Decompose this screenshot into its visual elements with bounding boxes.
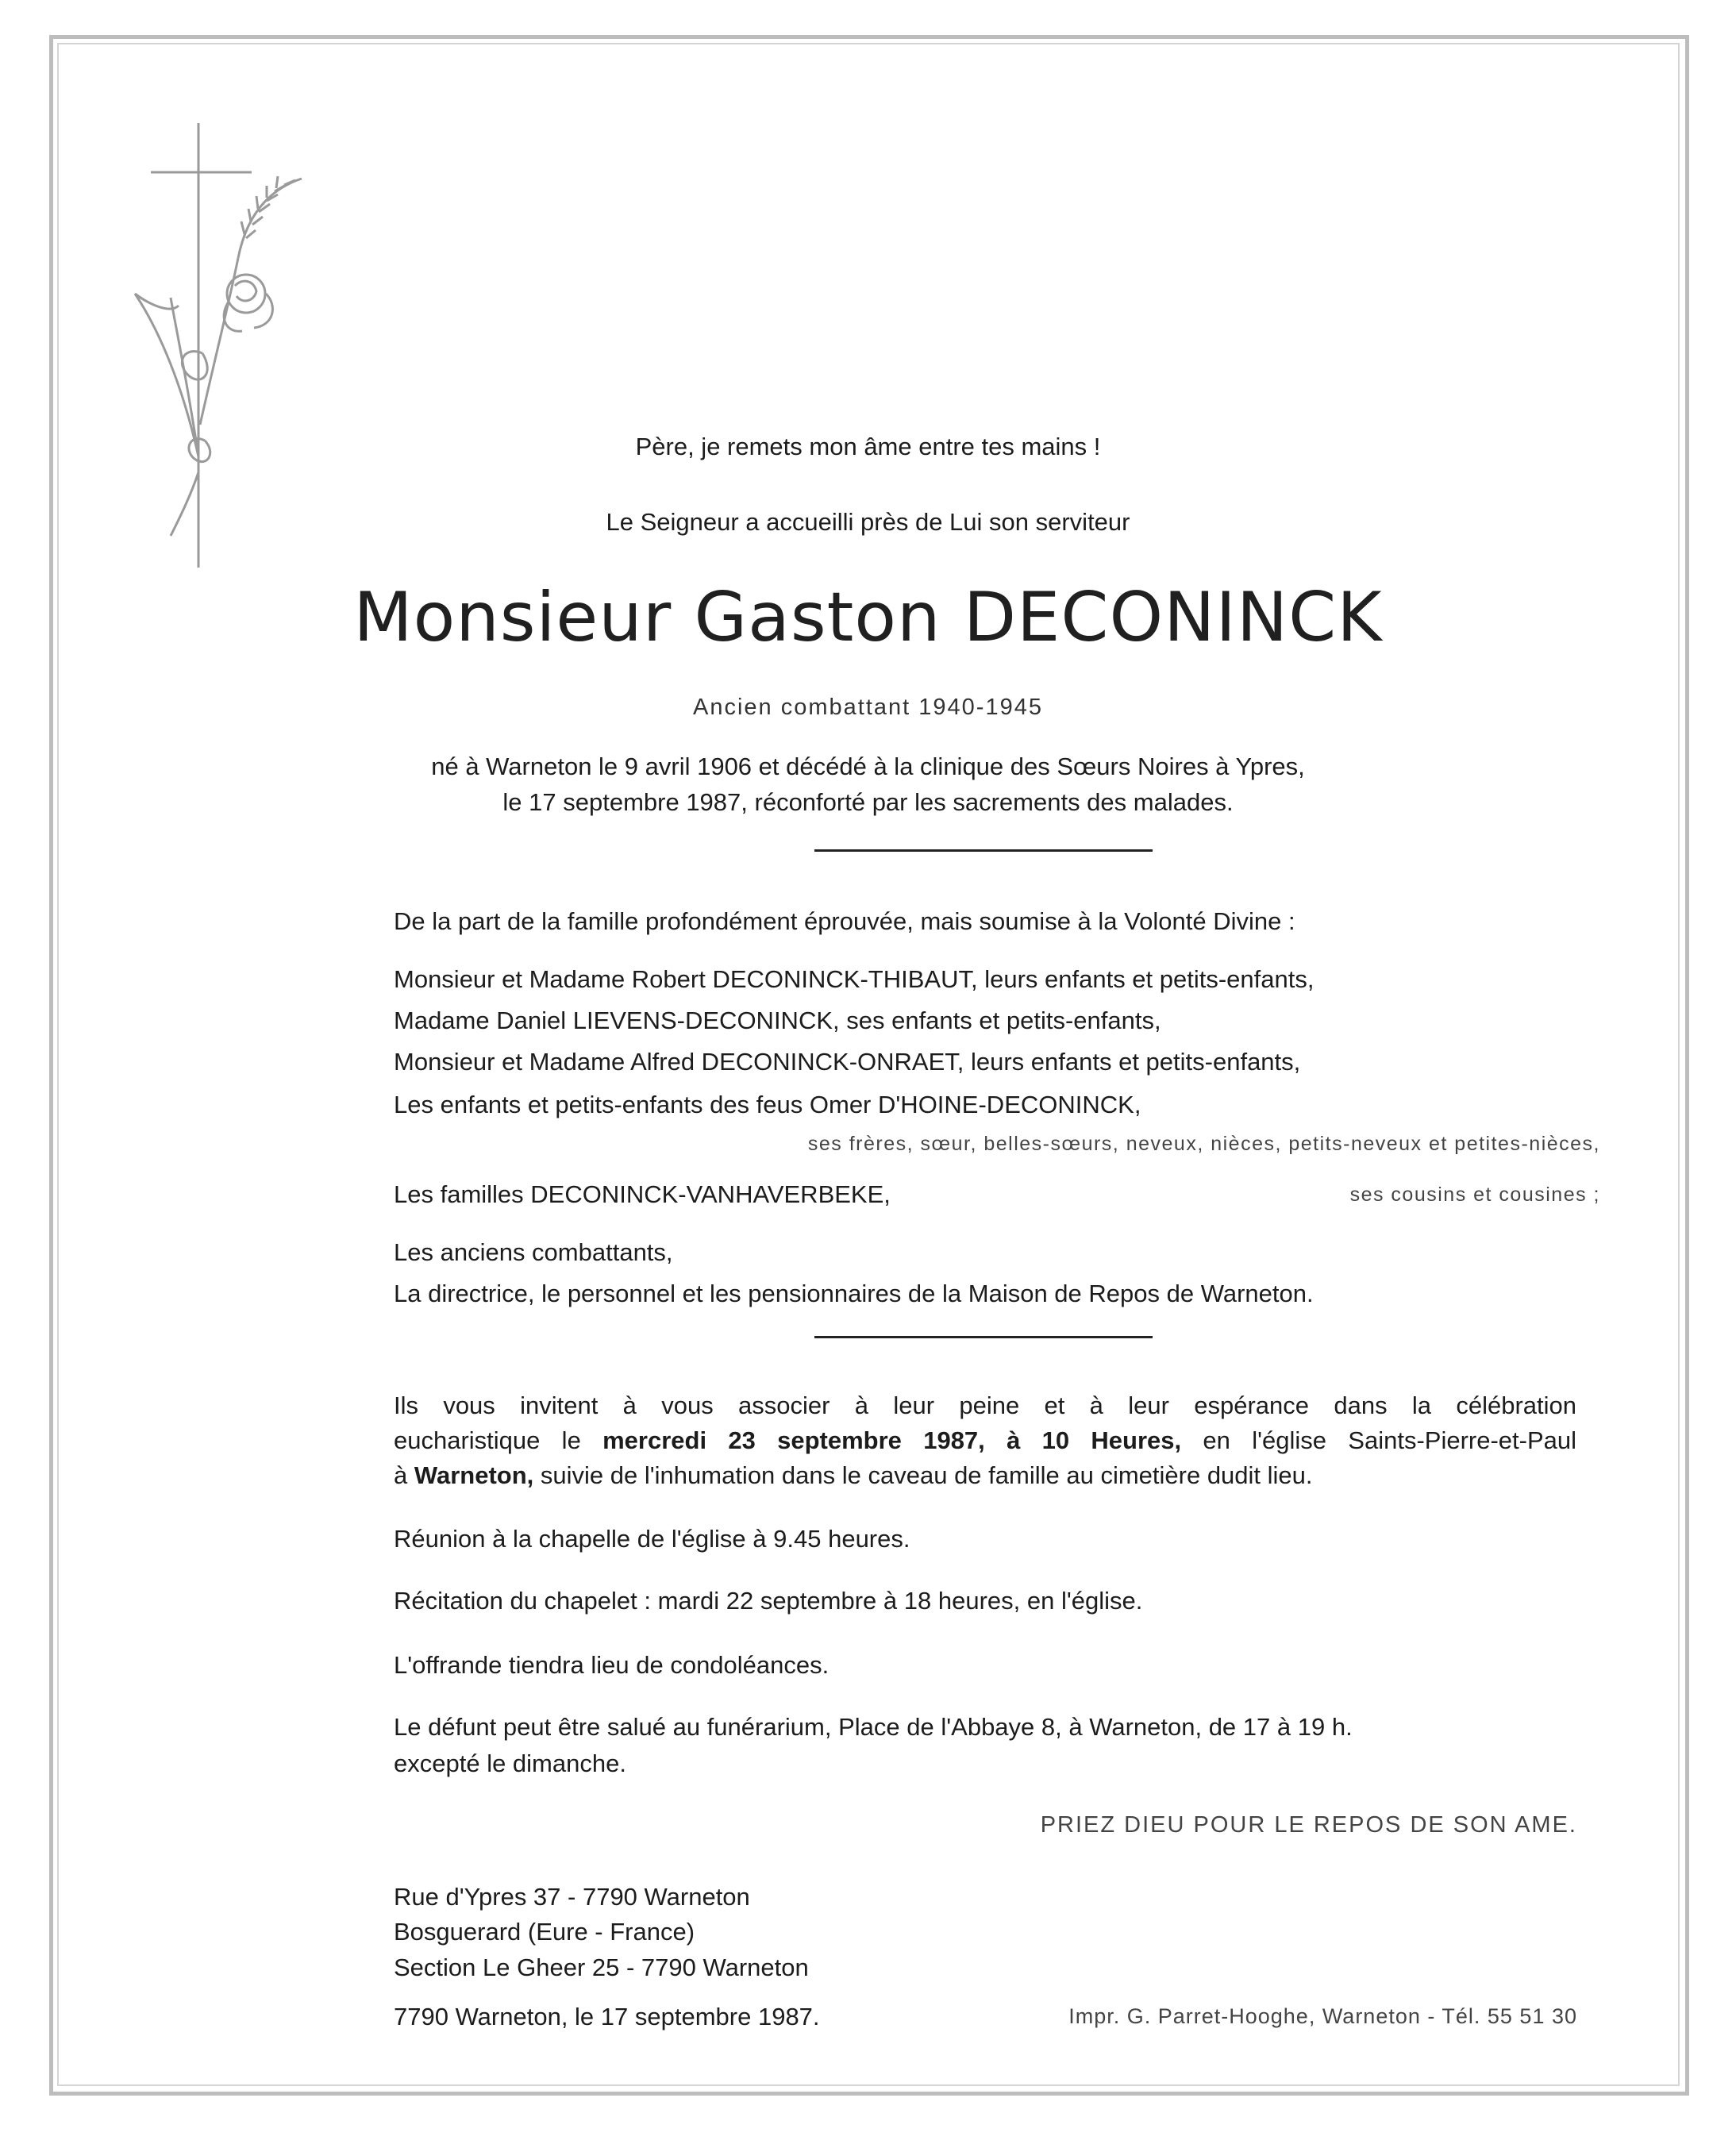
ceremony-line-1: Ils vous invitent à vous associer à leur peine et à leur espérance dans la célébration: [394, 1391, 1576, 1419]
rosary-line: Récitation du chapelet : mardi 22 septembre à 18 heures, en l'église.: [394, 1587, 1143, 1615]
address-1: Rue d'Ypres 37 - 7790 Warneton: [394, 1883, 750, 1911]
viewing-line-1: Le défunt peut être salué au funérarium, Place de l'Abbaye 8, à Warneton, de 17 à 19 h.: [394, 1713, 1353, 1741]
ceremony-place: Warneton,: [414, 1461, 534, 1489]
printer-credit: Impr. G. Parret-Hooghe, Warneton - Tél. 55 51 30: [1068, 2004, 1577, 2028]
announcement-line: Le Seigneur a accueilli près de Lui son serviteur: [606, 508, 1130, 536]
divider-top: [814, 849, 1153, 852]
ceremony-text: à: [394, 1461, 414, 1489]
family-line-1: Monsieur et Madame Robert DECONINCK-THIBAUT, leurs enfants et petits-enfants,: [394, 965, 1315, 993]
reunion-line: Réunion à la chapelle de l'église à 9.45 heures.: [394, 1525, 910, 1553]
family-line-2: Madame Daniel LIEVENS-DECONINCK, ses enfants et petits-enfants,: [394, 1007, 1161, 1034]
ceremony-text: en l'église Saints-Pierre-et-Paul: [1181, 1426, 1577, 1454]
deceased-name: Monsieur Gaston DECONINCK: [353, 578, 1383, 657]
divider-bottom: [814, 1336, 1153, 1338]
ceremony-text: eucharistique le: [394, 1426, 603, 1454]
family-line-3: Monsieur et Madame Alfred DECONINCK-ONRAET, leurs enfants et petits-enfants,: [394, 1048, 1301, 1076]
address-2: Bosguerard (Eure - France): [394, 1918, 695, 1946]
prayer-request: PRIEZ DIEU POUR LE REPOS DE SON AME.: [1040, 1812, 1577, 1838]
combatants-line: Les anciens combattants,: [394, 1238, 673, 1266]
viewing-line-2: excepté le dimanche.: [394, 1749, 626, 1777]
bio-line-1: né à Warneton le 9 avril 1906 et décédé à la clinique des Sœurs Noires à Ypres,: [431, 753, 1305, 780]
family-line-4: Les enfants et petits-enfants des feus Omer D'HOINE-DECONINCK,: [394, 1091, 1141, 1118]
ceremony-text: suivie de l'inhumation dans le caveau de famille au cimetière dudit lieu.: [533, 1461, 1313, 1489]
family-intro: De la part de la famille profondément éprouvée, mais soumise à la Volonté Divine :: [394, 907, 1295, 935]
veteran-subtitle: Ancien combattant 1940-1945: [693, 695, 1043, 720]
address-3: Section Le Gheer 25 - 7790 Warneton: [394, 1953, 809, 1981]
families-right: ses cousins et cousines ;: [1349, 1184, 1600, 1206]
bio-line-2: le 17 septembre 1987, réconforté par les sacrements des malades.: [502, 788, 1234, 816]
ceremony-line-2: [394, 1426, 1576, 1455]
ceremony-date: mercredi 23 septembre 1987, à 10 Heures,: [602, 1426, 1182, 1454]
family-relatives: ses frères, sœur, belles-sœurs, neveux, nièces, petits-neveux et petites-nièces,: [807, 1133, 1600, 1155]
retirement-home-line: La directrice, le personnel et les pensionnaires de la Maison de Repos de Warneton.: [394, 1280, 1314, 1307]
ceremony-line-3: [394, 1461, 1313, 1490]
offering-line: L'offrande tiendra lieu de condoléances.: [394, 1651, 830, 1679]
families-left: Les familles DECONINCK-VANHAVERBEKE,: [394, 1180, 891, 1208]
scripture-quote: Père, je remets mon âme entre tes mains !: [635, 433, 1101, 460]
date-place: 7790 Warneton, le 17 septembre 1987.: [394, 2003, 820, 2030]
